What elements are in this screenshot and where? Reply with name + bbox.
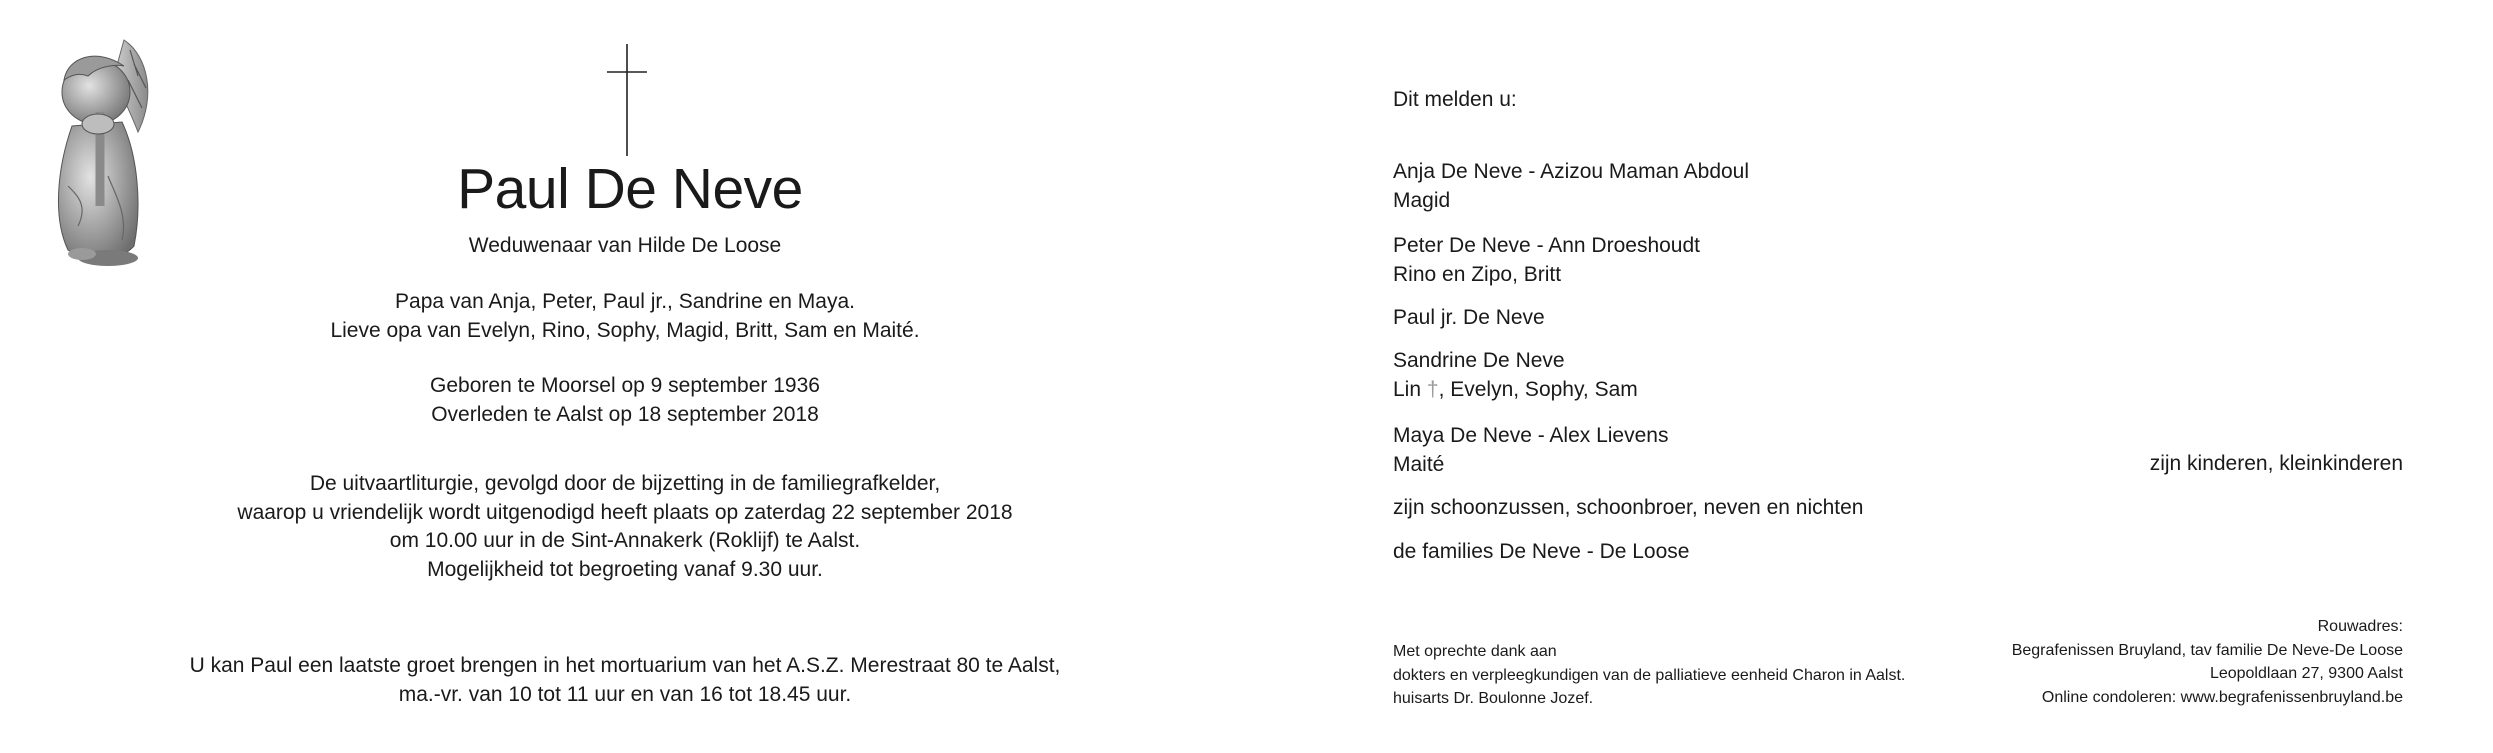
family-group — [1393, 422, 1668, 479]
dagger-icon: † — [1426, 377, 1439, 401]
family-group — [1393, 158, 1749, 215]
service-line: De uitvaartliturgie, gevolgd door de bijzetting in de familiegrafkelder, — [309, 472, 941, 495]
family-group-line: Maya De Neve - Alex Lievens — [1393, 424, 1669, 447]
family-group — [1393, 304, 1545, 333]
family-group-line: Sandrine De Neve — [1393, 349, 1565, 372]
family-line: Lieve opa van Evelyn, Rino, Sophy, Magid, Britt, Sam en Maité. — [330, 318, 920, 342]
service-line: waarop u vriendelijk wordt uitgenodigd heeft plaats op zaterdag 22 september 2018 — [237, 500, 1013, 524]
cross-icon — [605, 44, 649, 156]
thanks-line: dokters en verpleegkundigen van de palliatieve eenheid Charon in Aalst. — [1393, 666, 1906, 684]
family-group-line: de families De Neve - De Loose — [1393, 540, 1690, 563]
thanks-line: Met oprechte dank aan — [1393, 643, 1557, 660]
address-line: Begrafenissen Bruyland, tav familie De Neve-De Loose — [2011, 641, 2403, 659]
family-group-line — [1393, 376, 1638, 405]
address-line: Online condoleren: www.begrafenissenbruyland.be — [2041, 688, 2403, 706]
mortuary-line: U kan Paul een laatste groet brengen in het mortuarium van het A.S.Z. Merestraat 80 te Aalst, — [189, 654, 1061, 677]
family-lines — [180, 288, 1070, 345]
service-line: Mogelijkheid tot begroeting vanaf 9.30 uur. — [427, 557, 823, 581]
widower-text: Weduwenaar van Hilde De Loose — [468, 234, 782, 257]
family-group — [1393, 494, 1863, 523]
family-group-line: Peter De Neve - Ann Droeshoudt — [1393, 234, 1701, 257]
family-line: Papa van Anja, Peter, Paul jr., Sandrine en Maya. — [395, 290, 855, 313]
deceased-name: Paul De Neve — [457, 157, 803, 221]
relation-label: zijn kinderen, kleinkinderen — [2149, 452, 2403, 475]
thanks-line: huisarts Dr. Boulonne Jozef. — [1393, 690, 1594, 707]
family-group — [1393, 347, 1638, 404]
family-group-line: Magid — [1393, 188, 1451, 212]
family-group-line: Anja De Neve - Azizou Maman Abdoul — [1393, 160, 1750, 183]
grandchild-names: , Evelyn, Sophy, Sam — [1438, 377, 1638, 401]
birth-line: Geboren te Moorsel op 9 september 1936 — [430, 374, 820, 397]
service-line: om 10.00 uur in de Sint-Annakerk (Roklijf) te Aalst. — [389, 529, 861, 552]
grandchild-name: Lin — [1393, 377, 1422, 401]
thanks-note — [1393, 640, 1905, 711]
angel-figurine-icon — [38, 36, 160, 276]
service-details — [180, 470, 1070, 584]
family-group-line: Maité — [1393, 452, 1445, 476]
address-line: Rouwadres: — [2317, 618, 2403, 635]
mortuary-info — [180, 652, 1070, 709]
address-line: Leopoldlaan 27, 9300 Aalst — [2209, 665, 2403, 682]
family-group-line: zijn schoonzussen, schoonbroer, neven en nichten — [1393, 496, 1864, 519]
family-group-line: Paul jr. De Neve — [1393, 306, 1545, 329]
announce-intro: Dit melden u: — [1393, 88, 1517, 111]
mourning-address — [2012, 615, 2403, 709]
mortuary-line: ma.-vr. van 10 tot 11 uur en van 16 tot 18.45 uur. — [398, 682, 852, 706]
death-line: Overleden te Aalst op 18 september 2018 — [431, 402, 819, 426]
family-group-line: Rino en Zipo, Britt — [1393, 262, 1562, 286]
family-group — [1393, 538, 1689, 567]
widower-line — [180, 232, 1070, 261]
life-dates — [180, 372, 1070, 429]
family-group — [1393, 232, 1700, 289]
